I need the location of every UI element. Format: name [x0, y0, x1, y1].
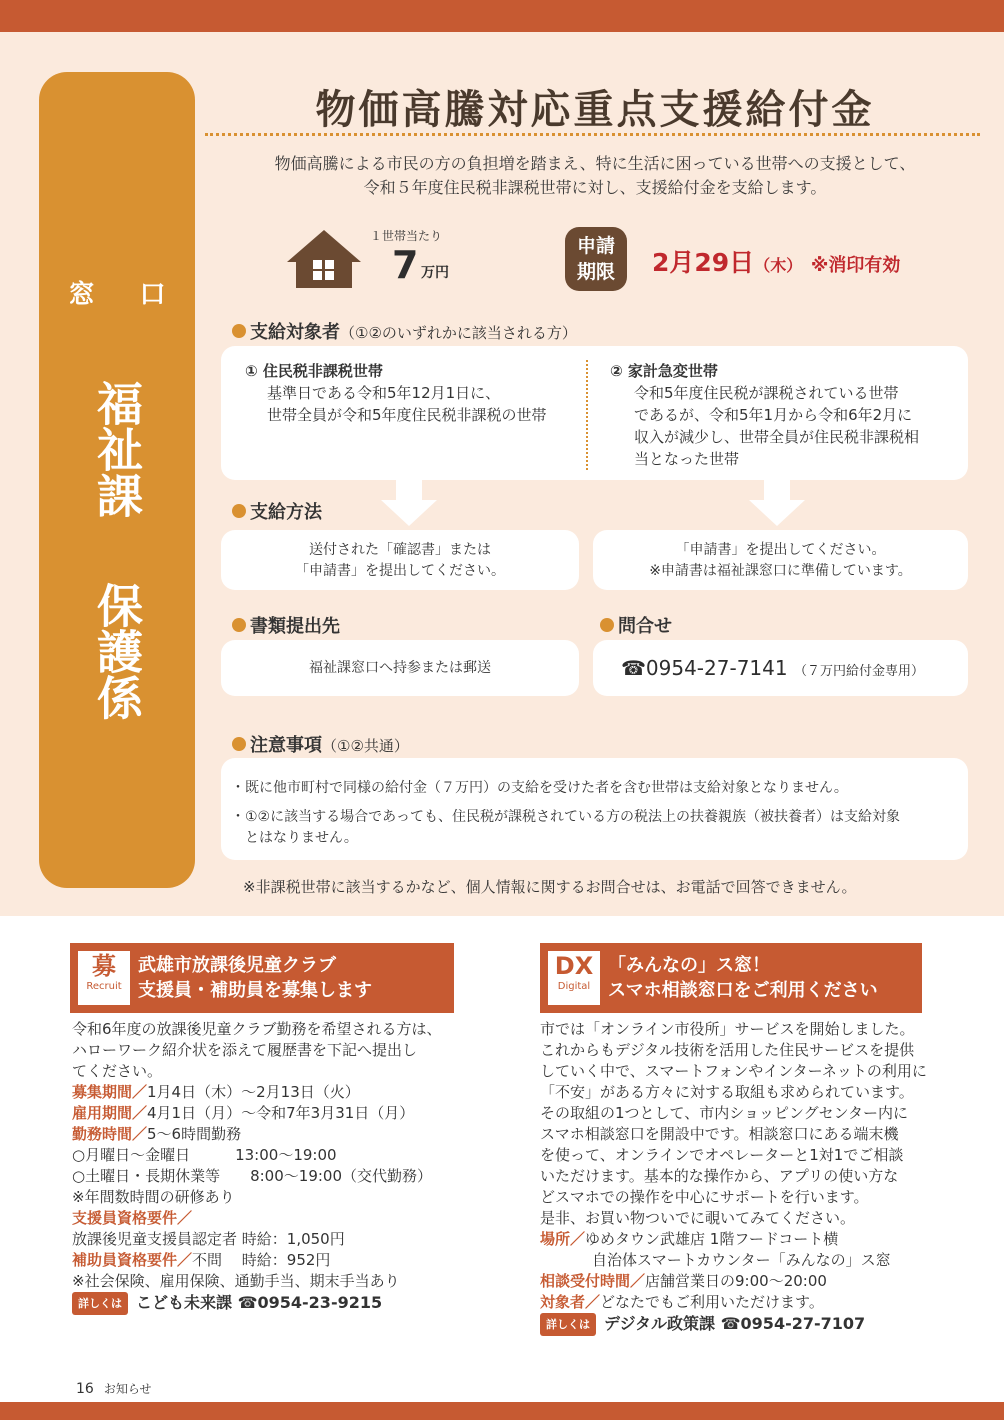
digital-header — [540, 943, 922, 1013]
recruit-support-value: 放課後児童支援員認定者 時給：1,050円 — [72, 1230, 345, 1248]
digital-badge — [548, 951, 600, 1005]
digital-detail — [540, 1313, 940, 1336]
digital-title — [608, 953, 878, 1003]
note-1: ・既に他市町村で同様の給付金（７万円）の支給を受けた者を含む世帯は支給対象となりません。 — [231, 780, 848, 796]
arrow-down-icon — [381, 500, 437, 526]
dept-line2: 保護係 — [90, 582, 144, 720]
dept-name — [39, 364, 195, 534]
method2-line2: ※申請書は福祉課窓口に準備しています。 — [649, 563, 912, 579]
bullet-icon — [232, 618, 246, 632]
recruit-badge-small: Recruit — [86, 981, 122, 992]
page-number-value: 16 — [76, 1381, 94, 1397]
notes-heading-label: 注意事項 — [250, 735, 322, 756]
target-type2 — [610, 360, 919, 470]
target-type1 — [245, 360, 547, 426]
recruit-detail-contact[interactable]: こども未来課 ☎0954-23-9215 — [136, 1293, 383, 1312]
recruit-title-line2: 支援員・補助員を募集します — [138, 980, 372, 1001]
digital-hours — [540, 1271, 940, 1292]
deadline-badge-line2: 期限 — [576, 261, 615, 283]
top-bar — [0, 0, 1004, 32]
note-2 — [231, 807, 954, 849]
digital-para-line: 是非、お買い物ついでに覗いてみてください。 — [540, 1209, 856, 1227]
digital-title-line1: 「みんなの」ス窓！ — [608, 955, 770, 976]
arrow-down-icon — [749, 500, 805, 526]
lead-line1: 物価高騰による市民の方の負担増を踏まえ、特に生活に困っている世帯への支援として、 — [274, 154, 916, 173]
recruit-badge — [78, 951, 130, 1005]
note-2-line2: とはなりません。 — [231, 830, 358, 846]
recruit-assist-value: 不問 時給：952円 — [192, 1251, 331, 1269]
recruit-para-line: 令和6年度の放課後児童クラブ勤務を希望される方は、 — [72, 1020, 442, 1038]
digital-target-label: 対象者／ — [540, 1293, 601, 1311]
recruit-period-label: 募集期間／ — [72, 1083, 148, 1101]
notes-heading — [232, 731, 409, 757]
digital-target — [540, 1292, 940, 1313]
recruit-training: ※年間数時間の研修あり — [72, 1188, 235, 1206]
digital-badge-small: Digital — [557, 981, 591, 992]
window-label: 窓 口 — [68, 280, 184, 310]
digital-para-line: 「不安」がある方々に対する取組も求められています。 — [540, 1083, 914, 1101]
recruit-header — [70, 943, 454, 1013]
contact-heading-label: 問合せ — [618, 616, 672, 637]
lead-line2: 令和５年度住民税非課税世帯に対し、支援給付金を支給します。 — [363, 178, 827, 197]
digital-place-value: ゆめタウン武雄店 1階フードコート横 — [585, 1230, 839, 1248]
bottom-bar — [0, 1402, 1004, 1420]
contact-note: （７万円給付金専用） — [793, 664, 924, 679]
recruit-weekend: ○土曜日・長期休業等 8:00～19:00（交代勤務） — [72, 1167, 433, 1185]
target1-title: ① 住民税非課税世帯 — [245, 362, 383, 380]
method2-line1: 「申請書」を提出してください。 — [675, 542, 886, 558]
digital-para-line: していく中で、スマートフォンやインターネットの利用に — [540, 1062, 927, 1080]
notes-card — [221, 758, 968, 860]
recruit-employ — [72, 1103, 472, 1124]
recruit-hours — [72, 1124, 472, 1145]
sidebar-window — [39, 72, 195, 888]
recruit-support-label: 支援員資格要件／ — [72, 1209, 193, 1227]
page-title: 物価高騰対応重点支援給付金 — [315, 87, 875, 133]
deadline-dow: （木） — [754, 256, 803, 275]
deadline-badge — [565, 227, 627, 291]
digital-para-line: どスマホでの操作を中心にサポートを行います。 — [540, 1188, 869, 1206]
section-name — [39, 566, 195, 736]
digital-para-line: を使って、オンラインでオペレーターと1対1でご相談 — [540, 1146, 904, 1164]
title-divider — [205, 133, 980, 136]
benefit-amount-unit: 万円 — [421, 265, 449, 281]
notes-heading-sub: （①②共通） — [322, 737, 409, 755]
recruit-employ-label: 雇用期間／ — [72, 1104, 148, 1122]
contact-card — [593, 640, 968, 696]
digital-target-value: どなたでもご利用いただけます。 — [600, 1293, 824, 1311]
digital-place-value2: 自治体スマートカウンター「みんなの」ス窓 — [592, 1251, 891, 1269]
target-heading-label: 支給対象者 — [250, 322, 340, 343]
recruit-employ-value: 4月1日（月）～令和7年3月31日（月） — [147, 1104, 415, 1122]
submit-heading-label: 書類提出先 — [250, 616, 340, 637]
recruit-hours-value: 5～6時間勤務 — [147, 1125, 242, 1143]
recruit-period-value: 1月4日（木）～2月13日（火） — [147, 1083, 360, 1101]
recruit-detail-tag: 詳しくは — [72, 1292, 128, 1315]
method-heading — [232, 498, 322, 524]
digital-para-line: これからもデジタル技術を活用した住民サービスを提供 — [540, 1041, 915, 1059]
digital-hours-value: 店舗営業日の9:00～20:00 — [645, 1272, 827, 1290]
target2-line1: 令和5年度住民税が課税されている世帯 — [634, 384, 899, 402]
digital-hours-label: 相談受付時間／ — [540, 1272, 646, 1290]
privacy-footnote: ※非課税世帯に該当するかなど、個人情報に関するお問合せは、お電話で回答できません。 — [243, 878, 857, 896]
recruit-title — [138, 953, 372, 1003]
digital-place — [540, 1229, 940, 1250]
target-heading-sub: （①②のいずれかに該当される方） — [340, 324, 577, 342]
recruit-hours-label: 勤務時間／ — [72, 1125, 148, 1143]
target-divider — [586, 360, 588, 470]
deadline-date: 2月29日 — [652, 248, 755, 277]
deadline-badge-line1: 申請 — [576, 235, 615, 257]
method-card-1 — [221, 530, 579, 590]
bullet-icon — [232, 504, 246, 518]
deadline-note: ※消印有効 — [810, 255, 901, 276]
recruit-insurance: ※社会保険、雇用保険、通勤手当、期末手当あり — [72, 1272, 400, 1290]
submit-card — [221, 640, 579, 696]
recruit-para-line: てください。 — [72, 1062, 163, 1080]
submit-heading — [232, 612, 340, 638]
lead-text — [205, 152, 985, 200]
digital-para-line: いただけます。基本的な操作から、アプリの使い方な — [540, 1167, 899, 1185]
page-section: お知らせ — [103, 1382, 152, 1396]
recruit-body — [72, 1019, 472, 1315]
digital-detail-tag: 詳しくは — [540, 1313, 596, 1336]
recruit-para-line: ハローワーク紹介状を添えて履歴書を下記へ提出し — [72, 1041, 418, 1059]
digital-detail-contact[interactable]: デジタル政策課 ☎0954-27-7107 — [604, 1314, 866, 1333]
dept-line1: 福祉課 — [90, 380, 144, 518]
target2-line3: 収入が減少し、世帯全員が住民税非課税相 — [634, 428, 920, 446]
method1-line2: 「申請書」を提出してください。 — [295, 563, 505, 579]
target2-line2: であるが、令和5年1月から令和6年2月に — [634, 406, 913, 424]
bullet-icon — [232, 737, 246, 751]
submit-text: 福祉課窓口へ持参または郵送 — [309, 660, 491, 676]
recruit-assist — [72, 1250, 472, 1271]
recruit-title-line1: 武雄市放課後児童クラブ — [138, 955, 336, 976]
bullet-icon — [600, 618, 614, 632]
target1-line1: 基準日である令和5年12月1日に、 — [267, 384, 501, 402]
target2-line4: 当となった世帯 — [634, 450, 740, 468]
recruit-detail — [72, 1292, 472, 1315]
deadline-text — [652, 243, 900, 279]
digital-title-line2: スマホ相談窓口をご利用ください — [608, 980, 878, 1001]
digital-para-line: 市では「オンライン市役所」サービスを開始しました。 — [540, 1020, 915, 1038]
recruit-badge-big: 募 — [92, 952, 116, 980]
digital-place-label: 場所／ — [540, 1230, 586, 1248]
bullet-icon — [232, 324, 246, 338]
digital-body — [540, 1019, 940, 1336]
recruit-period — [72, 1082, 472, 1103]
method-card-2 — [593, 530, 968, 590]
method-heading-label: 支給方法 — [250, 502, 322, 523]
digital-para-line: その取組の1つとして、市内ショッピングセンター内に — [540, 1104, 909, 1122]
house-icon — [285, 228, 363, 290]
page-number — [76, 1380, 151, 1397]
contact-tel[interactable]: ☎0954-27-7141 — [621, 656, 788, 680]
digital-badge-big: DX — [554, 952, 594, 980]
recruit-weekday: ○月曜日～金曜日 13:00～19:00 — [72, 1146, 337, 1164]
target2-title: ② 家計急変世帯 — [610, 362, 718, 380]
target1-line2: 世帯全員が令和5年度住民税非課税の世帯 — [267, 406, 547, 424]
recruit-assist-label: 補助員資格要件／ — [72, 1251, 193, 1269]
contact-heading — [600, 612, 672, 638]
method1-line1: 送付された「確認書」または — [309, 542, 491, 558]
per-household-label: １世帯当たり — [370, 229, 443, 243]
digital-para-line: スマホ相談窓口を開設中です。相談窓口にある端末機 — [540, 1125, 899, 1143]
note-2-line1: ・①②に該当する場合であっても、住民税が課税されている方の税法上の扶養親族（被扶養者）は支給対象 — [231, 809, 900, 825]
benefit-amount: 7 — [392, 243, 419, 287]
target-heading — [232, 318, 577, 344]
